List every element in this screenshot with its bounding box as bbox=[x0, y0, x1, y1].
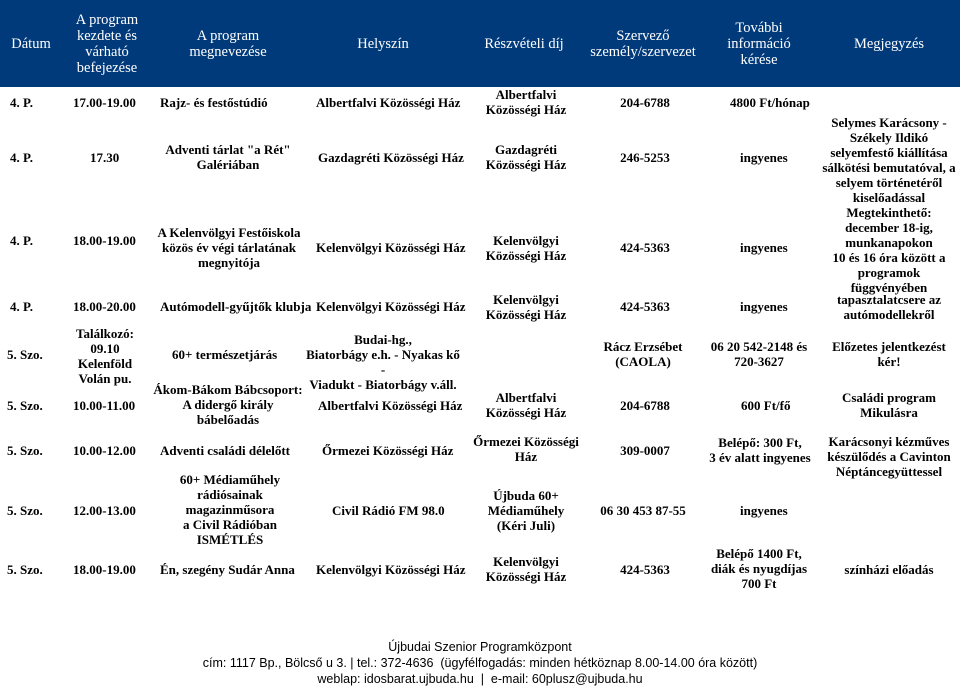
row-phone: 424-5363 bbox=[620, 240, 670, 255]
row-program-name: Ákom-Bákom Bábcsoport: A didergő király bábelőadás bbox=[153, 382, 303, 427]
row-date: 5. Szo. bbox=[7, 347, 43, 362]
footer bbox=[0, 639, 960, 687]
row-fee: Belépő 1400 Ft, diák és nyugdíjas 700 Ft bbox=[710, 546, 808, 591]
row-program-name: Autómodell-gyűjtők klubja bbox=[160, 299, 312, 314]
row-program-name: 60+ természetjárás bbox=[172, 347, 278, 362]
row-organizer-place: Kelenvölgyi Közösségi Ház bbox=[485, 292, 567, 322]
row-time: 10.00-11.00 bbox=[73, 398, 136, 413]
row-date: 5. Szo. bbox=[7, 562, 43, 577]
row-location: Civil Rádió FM 98.0 bbox=[332, 503, 445, 518]
note-christmas-crafts: Karácsonyi kézműves készülődés a Cavinton Néptáncegyüttessel bbox=[827, 434, 951, 479]
row-contact: 06 20 542-2148 és 720-3627 bbox=[710, 339, 808, 369]
row-organizer-place: Gazdagréti Közösségi Ház bbox=[485, 142, 567, 172]
row-program-name: A Kelenvölgyi Festőiskola közös év végi tárlatának megnyitója bbox=[157, 225, 301, 270]
row-phone: 204-6788 bbox=[620, 398, 670, 413]
row-phone: 424-5363 bbox=[620, 299, 670, 314]
row-location: Gazdagréti Közösségi Ház bbox=[318, 150, 464, 165]
header-notes: Megjegyzés bbox=[853, 35, 925, 52]
row-location: Kelenvölgyi Közösségi Ház bbox=[316, 299, 466, 314]
row-organizer-place: Albertfalvi Közösségi Ház bbox=[485, 390, 567, 420]
row-program-name: 60+ Médiaműhely rádiósainak magazinműsora a Civil Rádióban ISMÉTLÉS bbox=[179, 472, 281, 547]
row-location: Kelenvölgyi Közösségi Ház bbox=[316, 562, 466, 577]
row-location: Kelenvölgyi Közösségi Ház bbox=[316, 240, 466, 255]
row-organizer-place: Albertfalvi Közösségi Ház bbox=[485, 87, 567, 117]
note-exhibition: Selymes Karácsony - Székely Ildikó selyemfestő kiállítása sálkötési bemutatóval, a selyem történetéről kiselőadással bbox=[822, 115, 956, 205]
row-time: 18.00-20.00 bbox=[73, 299, 136, 314]
note-model-exchange: tapasztalatcsere az autómodellekről bbox=[836, 292, 942, 322]
row-time: 17.30 bbox=[90, 150, 120, 165]
row-time: Találkozó: 09.10 Kelenföld Volán pu. bbox=[75, 326, 135, 386]
row-date: 4. P. bbox=[10, 299, 33, 314]
header-program-name: A program megnevezése bbox=[189, 27, 267, 60]
note-registration: Előzetes jelentkezést kér! bbox=[832, 339, 946, 369]
note-viewing-hours: Megtekinthető: december 18-ig, munkanapokon 10 és 16 óra között a programok függvényében bbox=[832, 205, 946, 295]
row-phone: 309-0007 bbox=[620, 443, 670, 458]
row-organizer-place: Újbuda 60+ Médiaműhely (Kéri Juli) bbox=[487, 488, 565, 533]
header-location: Helyszín bbox=[357, 35, 409, 52]
row-organizer-place: Kelenvölgyi Közösségi Ház bbox=[485, 233, 567, 263]
row-program-name: Rajz- és festőstúdió bbox=[160, 95, 268, 110]
footer-address: cím: 1117 Bp., Bölcső u 3. | tel.: 372-4636 (ügyfélfogadás: minden hétköznap 8.00-14.00 óra között) bbox=[202, 656, 758, 670]
row-location: Őrmezei Közösségi Ház bbox=[322, 443, 454, 458]
row-time: 18.00-19.00 bbox=[73, 562, 136, 577]
row-date: 4. P. bbox=[10, 233, 33, 248]
row-organizer: Rácz Erzsébet (CAOLA) bbox=[603, 339, 683, 369]
row-date: 5. Szo. bbox=[7, 503, 43, 518]
row-organizer-place: Őrmezei Közösségi Ház bbox=[473, 434, 579, 464]
row-date: 5. Szo. bbox=[7, 443, 43, 458]
header-date: Dátum bbox=[11, 35, 51, 52]
row-time: 18.00-19.00 bbox=[73, 233, 136, 248]
header-organizer: Szervező személy/szervezet bbox=[590, 27, 696, 60]
row-location: Albertfalvi Közösségi Ház bbox=[318, 398, 463, 413]
row-fee: Belépő: 300 Ft, 3 év alatt ingyenes bbox=[709, 435, 811, 465]
row-date: 5. Szo. bbox=[7, 398, 43, 413]
row-location: Albertfalvi Közösségi Ház bbox=[316, 95, 461, 110]
row-fee: ingyenes bbox=[740, 299, 788, 314]
row-date: 4. P. bbox=[10, 95, 33, 110]
row-program-name: Én, szegény Sudár Anna bbox=[160, 562, 295, 577]
row-phone: 06 30 453 87-55 bbox=[600, 503, 686, 518]
header-time: A program kezdete és várható befejezése bbox=[75, 11, 139, 76]
note-theatre: színházi előadás bbox=[844, 562, 934, 577]
row-time: 17.00-19.00 bbox=[73, 95, 136, 110]
footer-contact[interactable]: weblap: idosbarat.ujbuda.hu | e-mail: 60plusz@ujbuda.hu bbox=[317, 672, 643, 686]
row-time: 12.00-13.00 bbox=[73, 503, 136, 518]
row-phone: 204-6788 bbox=[620, 95, 670, 110]
row-fee: 4800 Ft/hónap bbox=[730, 95, 810, 110]
row-organizer-place: Kelenvölgyi Közösségi Ház bbox=[485, 554, 567, 584]
row-fee: ingyenes bbox=[740, 150, 788, 165]
row-fee: ingyenes bbox=[740, 240, 788, 255]
row-fee: ingyenes bbox=[740, 503, 788, 518]
header-info: További információ kérése bbox=[727, 19, 791, 68]
row-time: 10.00-12.00 bbox=[73, 443, 136, 458]
footer-org-name: Újbudai Szenior Programközpont bbox=[388, 640, 572, 654]
table-header bbox=[0, 0, 960, 87]
row-fee: 600 Ft/fő bbox=[741, 398, 791, 413]
header-fee: Részvételi díj bbox=[484, 35, 564, 52]
row-phone: 246-5253 bbox=[620, 150, 670, 165]
row-program-name: Adventi családi délelőtt bbox=[160, 443, 290, 458]
note-family-program: Családi program Mikulásra bbox=[841, 390, 936, 420]
row-program-name: Adventi tárlat "a Rét" Galériában bbox=[165, 142, 291, 172]
row-phone: 424-5363 bbox=[620, 562, 670, 577]
row-location: Budai-hg., Biatorbágy e.h. - Nyakas kő - Viadukt - Biatorbágy v.áll. bbox=[306, 332, 460, 392]
row-date: 4. P. bbox=[10, 150, 33, 165]
